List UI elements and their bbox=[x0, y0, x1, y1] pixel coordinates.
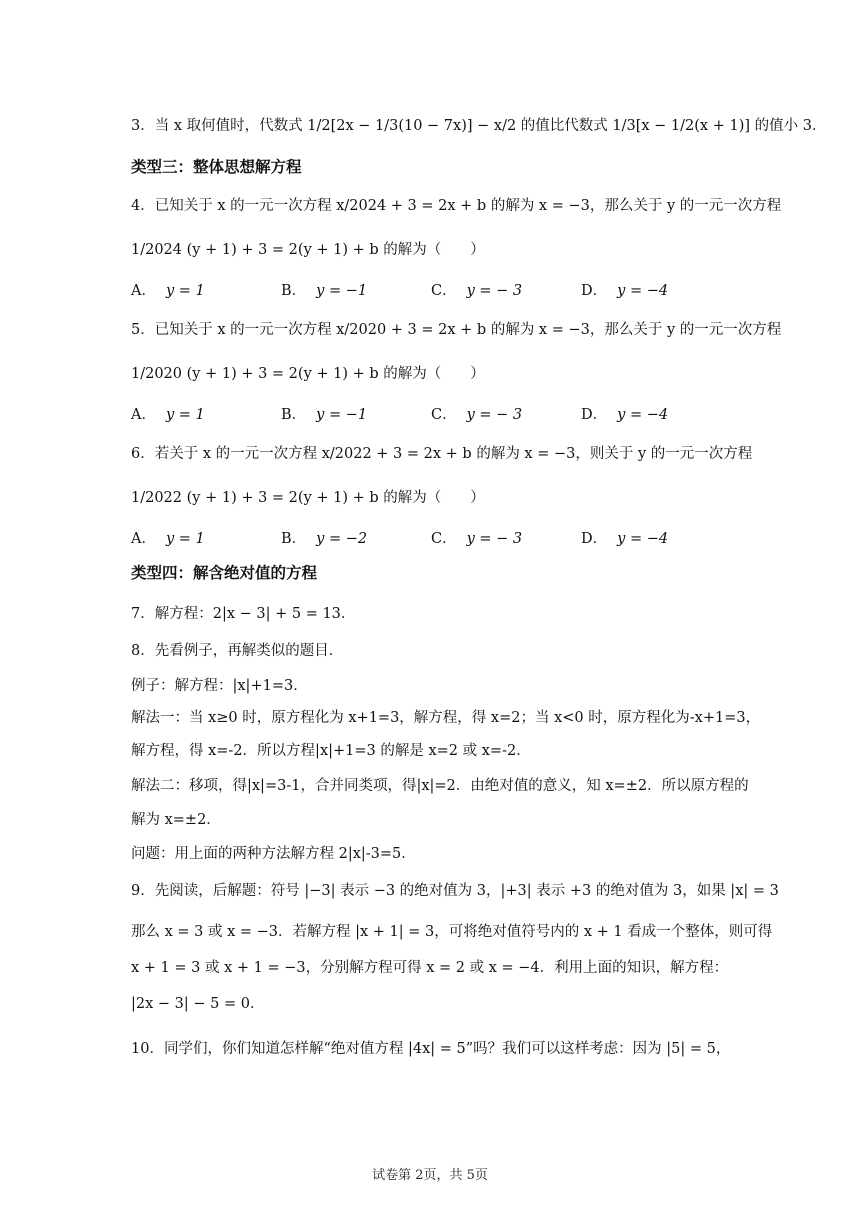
question-8-line-1: 8．先看例子，再解类似的题目． bbox=[131, 643, 344, 659]
option-b-text: y = −1 bbox=[316, 283, 368, 299]
option-d bbox=[581, 281, 668, 301]
question-8-line-6: 解为 x=±2． bbox=[131, 812, 221, 828]
option-a bbox=[131, 529, 205, 549]
option-c-text: y = − 3 bbox=[466, 407, 523, 423]
option-b-text: y = −2 bbox=[316, 531, 368, 547]
question-7: 7．解方程：2|x − 3| + 5 = 13． bbox=[131, 606, 356, 622]
option-b-letter: B． bbox=[281, 531, 307, 547]
question-9-line-3: x + 1 = 3 或 x + 1 = −3，分别解方程可得 x = 2 或 x = −4．利用上面的知识，解方程： bbox=[131, 960, 729, 976]
option-d-text: y = −4 bbox=[617, 283, 669, 299]
option-c bbox=[431, 529, 522, 549]
question-5-line-1: 5．已知关于 x 的一元一次方程 x/2020 + 3 = 2x + b 的解为 x = −3，那么关于 y 的一元一次方程 bbox=[131, 322, 782, 338]
option-a-letter: A． bbox=[131, 283, 156, 299]
option-a-text: y = 1 bbox=[165, 407, 205, 423]
option-a-letter: A． bbox=[131, 407, 156, 423]
question-6-line-2: 1/2022 (y + 1) + 3 = 2(y + 1) + b 的解为（ ） bbox=[131, 490, 485, 506]
option-b bbox=[281, 529, 367, 549]
question-8-line-4: 解方程，得 x=-2．所以方程|x|+1=3 的解是 x=2 或 x=-2． bbox=[131, 743, 531, 759]
option-c-text: y = − 3 bbox=[466, 531, 523, 547]
option-c bbox=[431, 281, 522, 301]
question-8-line-7: 问题：用上面的两种方法解方程 2|x|-3=5． bbox=[131, 846, 416, 862]
option-d-text: y = −4 bbox=[617, 407, 669, 423]
option-c-text: y = − 3 bbox=[466, 283, 523, 299]
option-b-letter: B． bbox=[281, 283, 307, 299]
option-b-letter: B． bbox=[281, 407, 307, 423]
option-a-letter: A． bbox=[131, 531, 156, 547]
question-8-line-5: 解法二：移项，得|x|=3-1，合并同类项，得|x|=2．由绝对值的意义，知 x=±2．所以原方程的 bbox=[131, 778, 749, 794]
question-9-line-2: 那么 x = 3 或 x = −3．若解方程 |x + 1| = 3，可将绝对值符号内的 x + 1 看成一个整体，则可得 bbox=[131, 924, 773, 940]
option-b-text: y = −1 bbox=[316, 407, 368, 423]
option-b bbox=[281, 281, 367, 301]
option-d-letter: D． bbox=[581, 407, 608, 423]
question-4-line-1: 4．已知关于 x 的一元一次方程 x/2024 + 3 = 2x + b 的解为 x = −3，那么关于 y 的一元一次方程 bbox=[131, 198, 782, 214]
option-a bbox=[131, 281, 205, 301]
question-8-line-2: 例子：解方程：|x|+1=3． bbox=[131, 678, 308, 694]
option-c-letter: C． bbox=[431, 407, 457, 423]
option-d-letter: D． bbox=[581, 283, 608, 299]
question-9-line-4: |2x − 3| − 5 = 0． bbox=[131, 996, 265, 1012]
option-a-text: y = 1 bbox=[165, 531, 205, 547]
question-3: 3．当 x 取何值时，代数式 1/2[2x − 1/3(10 − 7x)] − x/2 的值比代数式 1/3[x − 1/2(x + 1)] 的值小 3． bbox=[131, 118, 827, 134]
section-heading-4: 类型四：解含绝对值的方程 bbox=[131, 564, 318, 582]
question-4-line-2: 1/2024 (y + 1) + 3 = 2(y + 1) + b 的解为（ ） bbox=[131, 242, 485, 258]
question-5-line-2: 1/2020 (y + 1) + 3 = 2(y + 1) + b 的解为（ ） bbox=[131, 366, 485, 382]
question-6-line-1: 6．若关于 x 的一元一次方程 x/2022 + 3 = 2x + b 的解为 x = −3，则关于 y 的一元一次方程 bbox=[131, 446, 753, 462]
question-10-line-1: 10．同学们，你们知道怎样解“绝对值方程 |4x| = 5”吗？我们可以这样考虑：因为 |5| = 5， bbox=[131, 1041, 731, 1057]
option-c-letter: C． bbox=[431, 283, 457, 299]
option-d-text: y = −4 bbox=[617, 531, 669, 547]
option-c-letter: C． bbox=[431, 531, 457, 547]
option-a-text: y = 1 bbox=[165, 283, 205, 299]
section-heading-3: 类型三：整体思想解方程 bbox=[131, 158, 302, 176]
page-footer: 试卷第 2页，共 5页 bbox=[372, 1168, 488, 1183]
option-d bbox=[581, 529, 668, 549]
option-c bbox=[431, 405, 522, 425]
question-8-line-3: 解法一：当 x≥0 时，原方程化为 x+1=3，解方程，得 x=2；当 x<0 时，原方程化为-x+1=3， bbox=[131, 710, 761, 726]
option-d bbox=[581, 405, 668, 425]
option-b bbox=[281, 405, 367, 425]
question-9-line-1: 9．先阅读，后解题：符号 |−3| 表示 −3 的绝对值为 3，|+3| 表示 +3 的绝对值为 3，如果 |x| = 3 bbox=[131, 883, 779, 899]
option-a bbox=[131, 405, 205, 425]
option-d-letter: D． bbox=[581, 531, 608, 547]
